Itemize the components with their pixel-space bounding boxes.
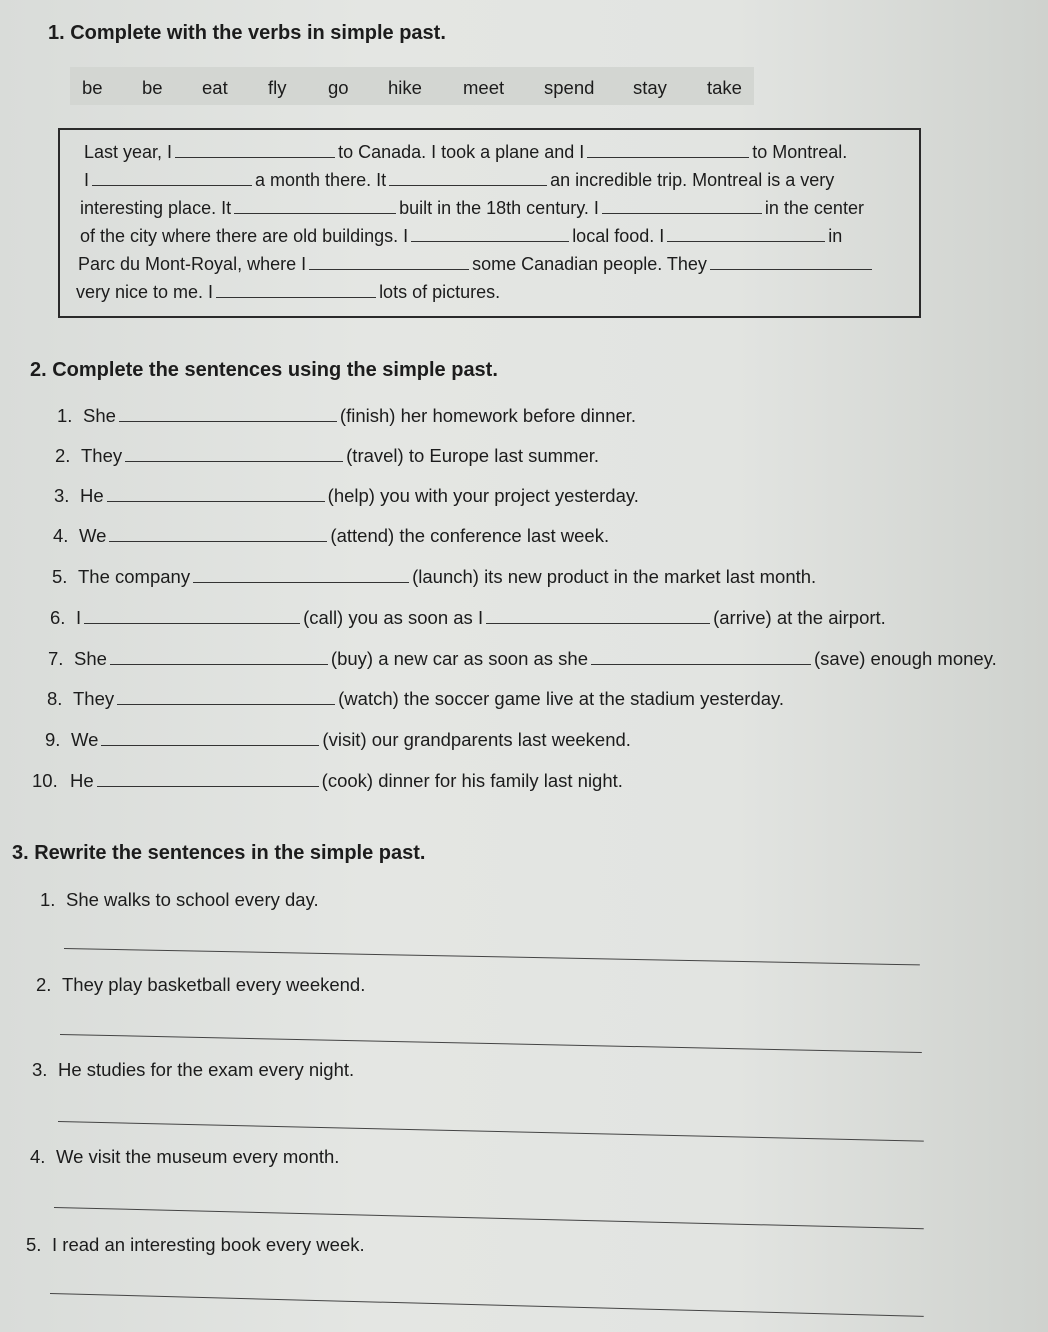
story-text: Parc du Mont-Royal, where I [78,254,307,274]
answer-line[interactable] [54,1207,924,1229]
rewrite-item [32,1059,354,1081]
answer-blank[interactable] [109,527,327,542]
item-text: (save) enough money. [814,648,997,669]
story-box [58,128,921,318]
item-text: (launch) its new product in the market last month. [412,566,817,587]
verb-bank [70,67,754,105]
verb-item: fly [268,77,287,98]
item-text: He studies for the exam every night. [58,1059,355,1080]
sentence-item [53,525,609,547]
item-number: 3. [54,485,70,506]
sentence-item [57,405,636,427]
answer-line[interactable] [50,1293,924,1317]
answer-line[interactable] [64,948,920,965]
item-subject: She [74,648,107,669]
story-line [80,198,864,219]
verb-item: go [328,77,349,98]
story-line [84,142,847,163]
item-number: 10. [32,770,58,791]
answer-blank[interactable] [101,731,319,746]
sentence-item [32,770,623,792]
verb-item: be [142,77,163,98]
item-text: (call) you as soon as I [303,607,484,628]
rewrite-item [26,1234,365,1256]
item-text: (finish) her homework before dinner. [339,405,637,426]
item-subject: The company [78,566,191,587]
answer-blank[interactable] [107,487,325,502]
story-text: lots of pictures. [379,282,501,302]
sentence-item [45,729,631,751]
answer-blank[interactable] [309,255,469,270]
item-number: 3. [32,1059,48,1080]
answer-blank[interactable] [602,199,762,214]
item-number: 5. [26,1234,42,1255]
sentence-item [50,607,886,629]
answer-blank[interactable] [97,772,319,787]
item-text: (visit) our grandparents last weekend. [322,729,631,750]
item-text: (watch) the soccer game live at the stadium yesterday. [338,688,785,709]
answer-blank[interactable] [389,171,547,186]
sentence-item [54,485,639,507]
verb-item: spend [544,77,595,98]
section2-heading: 2. Complete the sentences using the simple past. [30,359,498,381]
item-number: 2. [55,445,71,466]
verb-item: hike [388,77,422,98]
item-text: (buy) a new car as soon as she [330,648,588,669]
section1-heading: 1. Complete with the verbs in simple past. [48,22,446,44]
answer-blank[interactable] [591,650,811,665]
item-number: 2. [36,974,52,995]
answer-blank[interactable] [117,690,335,705]
sentence-item [47,688,784,710]
story-text: very nice to me. I [76,282,214,302]
verb-item: eat [202,77,228,98]
verb-item: stay [633,77,667,98]
item-number: 4. [53,525,69,546]
verb-item: be [82,77,103,98]
item-number: 5. [52,566,68,587]
item-subject: They [81,445,123,466]
section3-heading: 3. Rewrite the sentences in the simple past. [12,842,426,864]
answer-blank[interactable] [175,143,335,158]
item-text: (attend) the conference last week. [330,525,610,546]
answer-blank[interactable] [710,255,872,270]
item-subject: We [71,729,99,750]
answer-line[interactable] [58,1121,924,1142]
item-subject: He [70,770,94,791]
answer-blank[interactable] [110,650,328,665]
rewrite-item [40,889,319,911]
story-line [84,170,834,191]
answer-blank[interactable] [125,447,343,462]
story-line [80,226,842,247]
rewrite-item [36,974,365,996]
item-text: I read an interesting book every week. [52,1234,365,1255]
answer-blank[interactable] [234,199,396,214]
answer-blank[interactable] [92,171,252,186]
story-text: I [84,170,90,190]
item-number: 4. [30,1146,46,1167]
verb-item: take [707,77,742,98]
item-text: (arrive) at the airport. [713,607,886,628]
item-subject: We [79,525,107,546]
story-text: to Montreal. [752,142,848,162]
story-text: in the center [764,198,864,218]
sentence-item [52,566,816,588]
answer-blank[interactable] [667,227,825,242]
story-line [76,282,500,303]
story-text: in [828,226,843,246]
item-number: 6. [50,607,66,628]
item-text: She walks to school every day. [66,889,319,910]
item-text: (travel) to Europe last summer. [346,445,600,466]
story-text: interesting place. It [80,198,232,218]
item-text: They play basketball every weekend. [62,974,366,995]
answer-blank[interactable] [84,609,300,624]
story-text: a month there. It [255,170,387,190]
item-text: (help) you with your project yesterday. [327,485,639,506]
sentence-item [55,445,599,467]
story-text: an incredible trip. Montreal is a very [550,170,835,190]
answer-line[interactable] [60,1034,922,1053]
story-text: local food. I [572,226,665,246]
story-text: some Canadian people. They [472,254,707,274]
rewrite-item [30,1146,339,1168]
item-number: 1. [40,889,56,910]
story-text: of the city where there are old buildings. I [80,226,409,246]
story-text: to Canada. I took a plane and I [338,142,585,162]
story-line [78,254,875,275]
item-number: 1. [57,405,73,426]
item-subject: She [83,405,116,426]
item-subject: They [73,688,115,709]
verb-item: meet [463,77,505,98]
item-text: (cook) dinner for his family last night. [321,770,623,791]
answer-blank[interactable] [486,609,710,624]
item-subject: He [80,485,104,506]
item-number: 8. [47,688,63,709]
item-number: 9. [45,729,61,750]
item-number: 7. [48,648,64,669]
story-text: Last year, I [84,142,173,162]
sentence-item [48,648,997,670]
answer-blank[interactable] [587,143,749,158]
answer-blank[interactable] [216,283,376,298]
answer-blank[interactable] [119,407,337,422]
answer-blank[interactable] [193,568,409,583]
item-subject: I [76,607,82,628]
answer-blank[interactable] [411,227,569,242]
item-text: We visit the museum every month. [56,1146,340,1167]
story-text: built in the 18th century. I [399,198,599,218]
